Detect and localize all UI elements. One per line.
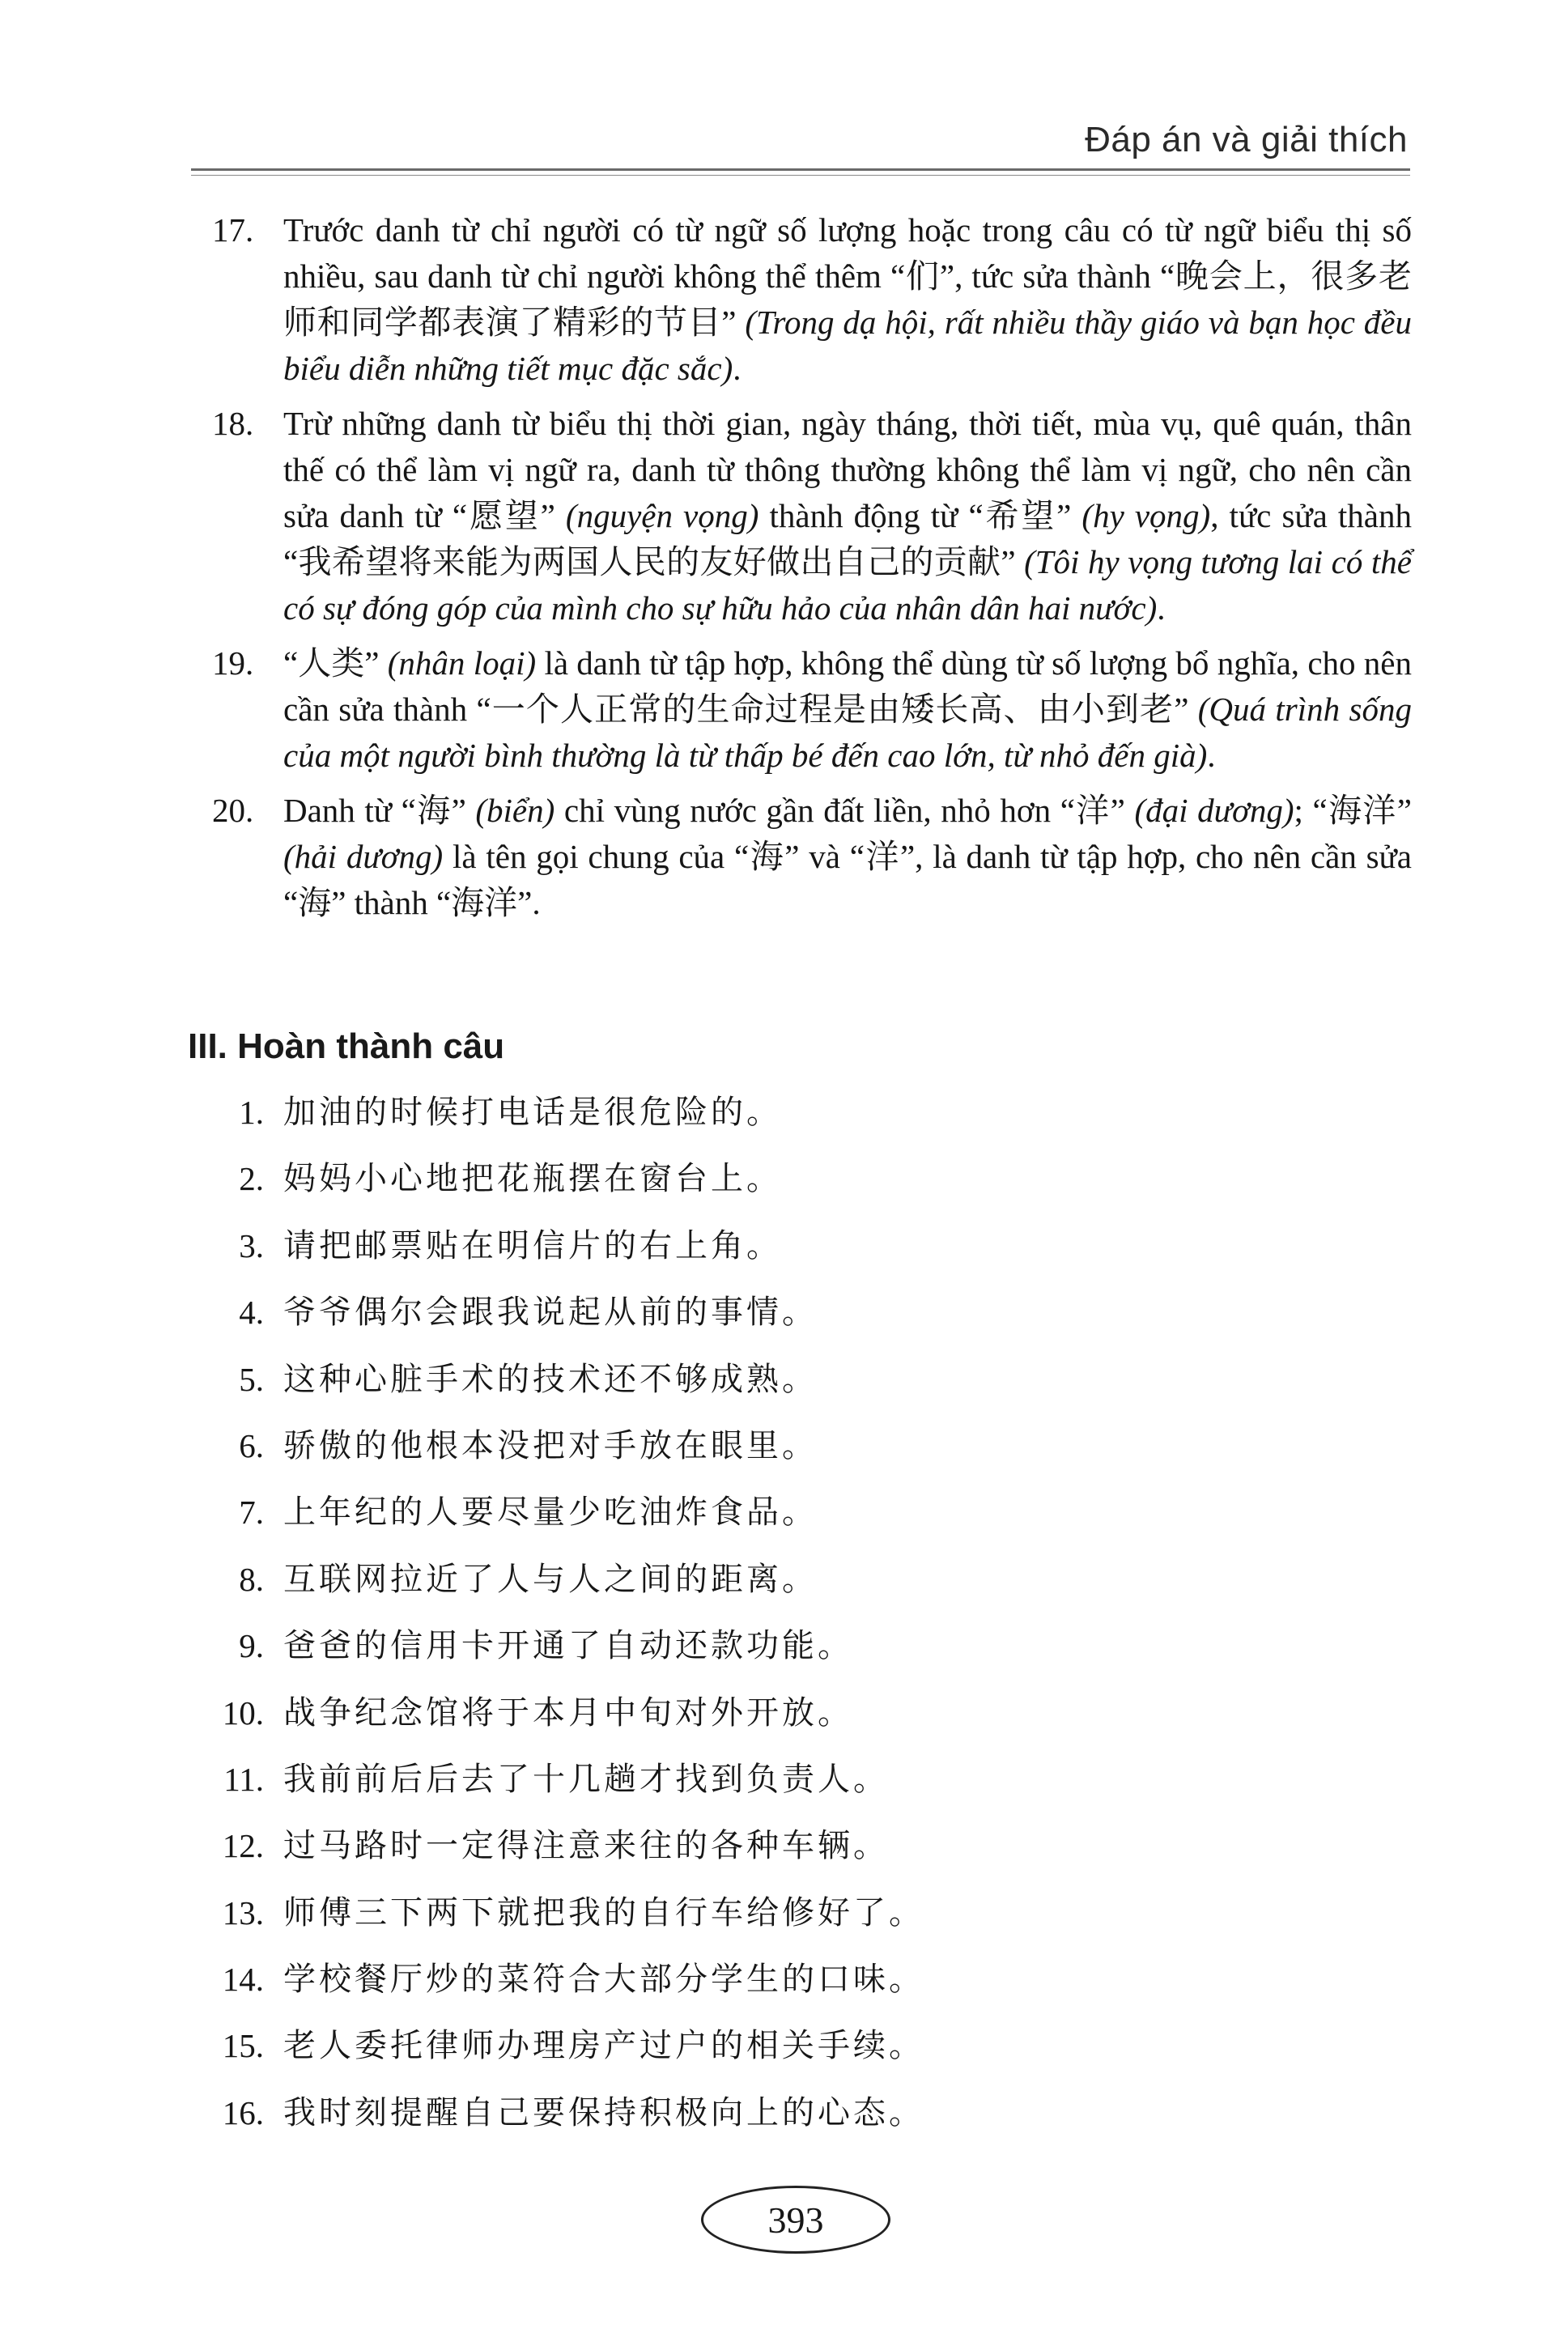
answer-number: 9.: [239, 1627, 264, 1665]
page-number: 393: [701, 2186, 890, 2254]
header-rule-thin: [191, 175, 1410, 176]
answer-number: 2.: [239, 1160, 264, 1198]
explanation-text: “人类”: [283, 644, 388, 682]
answer-sentence: 骄傲的他根本没把对手放在眼里。: [283, 1426, 818, 1464]
explanation-item: [212, 788, 1412, 926]
vietnamese-translation: (đại dương): [1134, 792, 1294, 829]
answer-item: [212, 1423, 1410, 1489]
answer-item: [212, 1823, 1410, 1889]
explanation-text: thành động từ “希望”: [759, 497, 1082, 534]
explanation-text: .: [1157, 589, 1166, 627]
answer-number: 14.: [222, 1961, 264, 1999]
answer-item: [212, 1957, 1410, 2023]
explanation-text: Trước danh từ chỉ người có từ ngữ số lượng hoặc trong câu có từ ngữ biểu thị số nhiều, sau danh từ chỉ người không thể thêm “们”, tức sửa thành “晚会上，很多老师和同学都表演了精彩的节目”: [283, 211, 1412, 341]
vietnamese-translation: (Trong dạ hội, rất nhiều thầy giáo và bạn học đều biểu diễn những tiết mục đặc sắc): [283, 304, 1412, 387]
answer-number: 11.: [223, 1760, 264, 1798]
answer-number: 8.: [239, 1560, 264, 1598]
running-header-title: Đáp án và giải thích: [1085, 120, 1408, 159]
answer-item: [212, 1557, 1410, 1623]
answer-sentence: 过马路时一定得注意来往的各种车辆。: [283, 1827, 889, 1865]
vietnamese-translation: (hy vọng): [1081, 497, 1211, 534]
explanation-text: chỉ vùng nước gần đất liền, nhỏ hơn “洋”: [555, 792, 1135, 829]
answer-number: 7.: [239, 1494, 264, 1532]
answer-sentence: 妈妈小心地把花瓶摆在窗台上。: [283, 1160, 782, 1198]
answer-number: 12.: [222, 1827, 264, 1865]
explanation-text: Danh từ “海”: [283, 792, 476, 829]
answer-number: 15.: [222, 2027, 264, 2065]
explanation-text: .: [1207, 737, 1216, 774]
answer-sentence: 爸爸的信用卡开通了自动还款功能。: [283, 1627, 853, 1665]
answer-number: 16.: [222, 2093, 264, 2131]
explanation-number: 19.: [212, 644, 254, 682]
explanation-item: [212, 207, 1412, 392]
explanation-text: .: [733, 350, 742, 387]
answer-sentence: 这种心脏手术的技术还不够成熟。: [283, 1360, 818, 1398]
answer-sentence: 我前前后后去了十几趟才找到负责人。: [283, 1760, 889, 1798]
explanation-number: 17.: [212, 211, 254, 249]
answer-item: [212, 1290, 1410, 1356]
answer-item: [212, 1690, 1410, 1757]
answer-item: [212, 1223, 1410, 1290]
vietnamese-translation: (hải dương): [283, 838, 444, 875]
answer-number: 1.: [239, 1094, 264, 1131]
explanation-number: 20.: [212, 792, 254, 829]
answer-sentence: 我时刻提醒自己要保持积极向上的心态。: [283, 2093, 924, 2131]
answer-item: [212, 2090, 1410, 2157]
explanation-text: ; “海洋”: [1294, 792, 1412, 829]
answer-sentence: 上年纪的人要尽量少吃油炸食品。: [283, 1494, 818, 1532]
vietnamese-translation: (nhân loại): [387, 644, 537, 682]
answer-sentence: 师傅三下两下就把我的自行车给修好了。: [283, 1893, 924, 1931]
answer-sentence: 学校餐厅炒的菜符合大部分学生的口味。: [283, 1961, 924, 1999]
vietnamese-translation: (Tôi hy vọng tương lai có thể có sự đóng góp của mình cho sự hữu hảo của nhân dân hai nước): [283, 543, 1412, 627]
explanation-item: [212, 401, 1412, 631]
vietnamese-translation: (biển): [475, 792, 555, 829]
answer-sentence: 互联网拉近了人与人之间的距离。: [283, 1560, 818, 1598]
header-rule: [191, 168, 1410, 171]
answer-item: [212, 1623, 1410, 1689]
explanation-text: là tên gọi chung của “海” và “洋”, là danh từ tập hợp, cho nên cần sửa “海” thành “海洋”.: [283, 838, 1412, 921]
answer-number: 5.: [239, 1360, 264, 1398]
answer-number: 3.: [239, 1226, 264, 1264]
answer-sentence: 加油的时候打电话是很危险的。: [283, 1094, 782, 1131]
explanation-item: [212, 640, 1412, 779]
answer-number: 13.: [222, 1893, 264, 1931]
explanation-text: là danh từ tập hợp, không thể dùng từ số lượng bổ nghĩa, cho nên cần sửa thành “一个人正常的生命过程是由矮长高、由小到老”: [283, 644, 1412, 728]
answer-list: [212, 1090, 1410, 2157]
answer-item: [212, 2023, 1410, 2089]
answer-item: [212, 1757, 1410, 1823]
answer-number: 10.: [222, 1693, 264, 1732]
vietnamese-translation: (nguyện vọng): [565, 497, 759, 534]
answer-sentence: 战争纪念馆将于本月中旬对外开放。: [283, 1693, 853, 1732]
answer-item: [212, 1357, 1410, 1423]
section-heading: III. Hoàn thành câu: [188, 1026, 505, 1066]
answer-sentence: 请把邮票贴在明信片的右上角。: [283, 1226, 782, 1264]
explanation-list: [212, 207, 1412, 935]
answer-sentence: 爷爷偶尔会跟我说起从前的事情。: [283, 1294, 818, 1332]
answer-item: [212, 1890, 1410, 1957]
answer-item: [212, 1090, 1410, 1156]
answer-number: 6.: [239, 1426, 264, 1464]
answer-number: 4.: [239, 1294, 264, 1332]
answer-item: [212, 1489, 1410, 1556]
explanation-number: 18.: [212, 405, 254, 442]
explanation-text: Trừ những danh từ biểu thị thời gian, ngày tháng, thời tiết, mùa vụ, quê quán, thân thế có thể làm vị ngữ ra, danh từ thông thường không thể làm vị ngữ, cho nên cần sửa danh từ “愿望”: [283, 405, 1412, 534]
answer-sentence: 老人委托律师办理房产过户的相关手续。: [283, 2027, 924, 2065]
vietnamese-translation: (Quá trình sống của một người bình thường là từ thấp bé đến cao lớn, từ nhỏ đến già): [283, 691, 1412, 774]
explanation-text: , tức sửa thành “我希望将来能为两国人民的友好做出自己的贡献”: [283, 497, 1412, 580]
answer-item: [212, 1156, 1410, 1222]
